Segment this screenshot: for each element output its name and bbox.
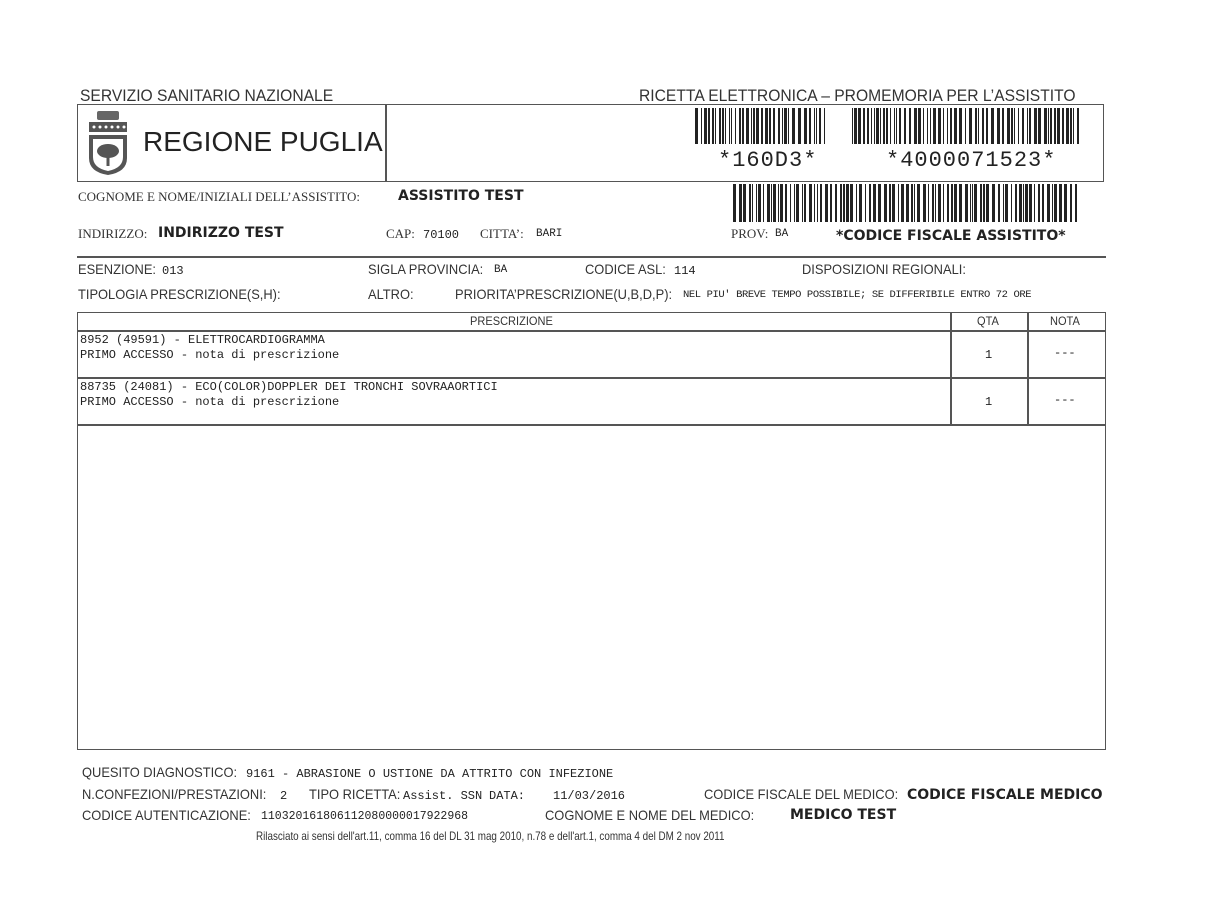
row-1-line-2: PRIMO ACCESSO - nota di prescrizione (80, 348, 340, 362)
date-label: DATA: (489, 789, 526, 803)
doctor-fc-label: CODICE FISCALE DEL MEDICO: (704, 786, 899, 802)
row-2-line-2: PRIMO ACCESSO - nota di prescrizione (80, 395, 340, 409)
province-label: SIGLA PROVINCIA: (368, 261, 484, 277)
cap-value: 70100 (423, 228, 460, 242)
patient-name-value: ASSISTITO TEST (398, 188, 524, 204)
address-label: INDIRIZZO: (78, 226, 148, 241)
col-divider-note (1027, 312, 1029, 425)
row-2-line-1: 88735 (24081) - ECO(COLOR)DOPPLER DEI TRONCHI SOVRAAORTICI (80, 380, 498, 394)
diagnosis-label: QUESITO DIAGNOSTICO: (82, 764, 238, 780)
type-label: TIPOLOGIA PRESCRIZIONE(S,H): (78, 286, 281, 302)
barcode-2 (852, 108, 1080, 144)
fiscal-code-caption: *CODICE FISCALE ASSISTITO* (836, 228, 1066, 244)
diagnosis-value: 9161 - ABRASIONE O USTIONE DA ATTRITO CON INFEZIONE (246, 767, 614, 781)
row-divider-2 (77, 424, 1106, 426)
other-label: ALTRO: (368, 286, 414, 302)
exemption-value: 013 (162, 264, 184, 278)
barcode-2-text: *4000071523* (886, 148, 1057, 173)
table-header-line (77, 330, 1106, 332)
asl-value: 114 (674, 264, 696, 278)
recipe-type-label: TIPO RICETTA: (309, 786, 401, 802)
prov-value: BA (775, 228, 789, 240)
priority-label: PRIORITA’PRESCRIZIONE(U,B,D,P): (455, 286, 673, 302)
exemption-label: ESENZIONE: (78, 261, 157, 277)
packages-value: 2 (280, 789, 288, 803)
row-divider-1 (77, 377, 1106, 379)
fiscal-code-barcode (733, 184, 1077, 222)
packages-label: N.CONFEZIONI/PRESTAZIONI: (82, 786, 267, 802)
header-note: NOTA (1050, 314, 1080, 328)
auth-label: CODICE AUTENTICAZIONE: (82, 807, 251, 823)
city-label: CITTA’: (480, 226, 524, 241)
address-value: INDIRIZZO TEST (158, 225, 284, 241)
doctor-name-value: MEDICO TEST (790, 807, 897, 823)
regional-label: DISPOSIZIONI REGIONALI: (802, 261, 966, 277)
priority-value: NEL PIU' BREVE TEMPO POSSIBILE; SE DIFFERIBILE ENTRO 72 ORE (683, 289, 1032, 301)
barcode-1 (695, 108, 827, 144)
auth-value: 110320161806112080000017922968 (261, 810, 469, 823)
cap-label: CAP: (386, 226, 415, 241)
col-divider-qty (950, 312, 952, 425)
row-2-note: --- (1054, 393, 1076, 407)
legal-note: Rilasciato ai sensi dell'art.11, comma 16 del DL 31 mag 2010, n.78 e dell'art.1, comma 4 del DM 2 nov 2011 (256, 829, 725, 843)
row-2-qty: 1 (985, 395, 993, 409)
row-1-note: --- (1054, 346, 1076, 360)
province-value: BA (494, 264, 508, 276)
header-separator (77, 256, 1106, 258)
recipe-type-value: Assist. SSN (403, 789, 483, 803)
barcode-1-text: *160D3* (718, 148, 818, 173)
doctor-fc-value: CODICE FISCALE MEDICO (907, 787, 1103, 803)
header-qty: QTA (977, 314, 999, 328)
city-value: BARI (536, 228, 563, 240)
service-title: SERVIZIO SANITARIO NAZIONALE (80, 86, 334, 105)
doctor-name-label: COGNOME E NOME DEL MEDICO: (545, 807, 755, 823)
header-prescription: PRESCRIZIONE (470, 314, 553, 328)
region-crest-icon (85, 110, 131, 176)
region-name: REGIONE PUGLIA (143, 126, 383, 157)
patient-name-label: COGNOME E NOME/INIZIALI DELL’ASSISTITO: (78, 189, 361, 204)
prov-label: PROV: (731, 226, 769, 241)
asl-label: CODICE ASL: (585, 261, 666, 277)
date-value: 11/03/2016 (553, 789, 626, 803)
row-1-line-1: 8952 (49591) - ELETTROCARDIOGRAMMA (80, 333, 325, 347)
document-title: RICETTA ELETTRONICA – PROMEMORIA PER L’ASSISTITO (639, 86, 1076, 105)
header-divider (385, 104, 387, 182)
row-1-qty: 1 (985, 348, 993, 362)
